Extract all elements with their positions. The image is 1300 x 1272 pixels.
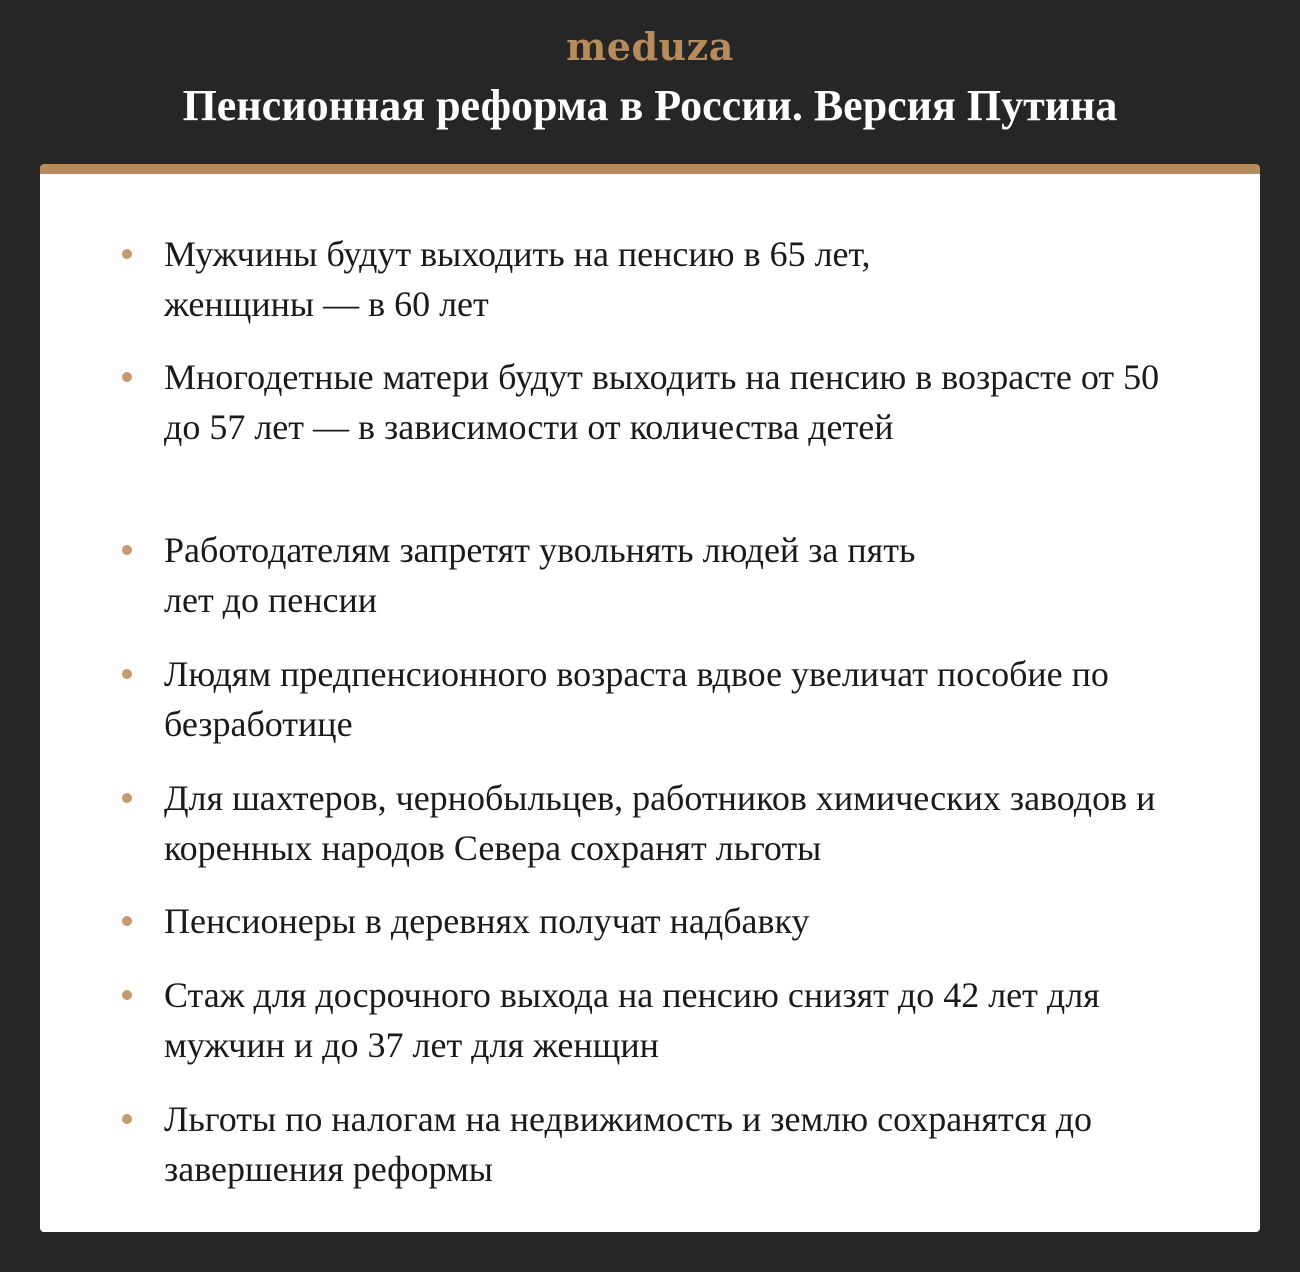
bullet-icon: [122, 916, 132, 926]
page-title: Пенсионная реформа в России. Версия Путина: [182, 81, 1118, 130]
list-item: [164, 1094, 1204, 1194]
list-item-text: Для шахтеров, чернобыльцев, работников химических заводов и коренных народов Севера сохранят льготы: [164, 778, 1156, 868]
list-item: [164, 773, 1204, 873]
list-item-text: Многодетные матери будут выходить на пенсию в возрасте от 50 до 57 лет — в зависимости от количества детей: [164, 357, 1160, 447]
list-item: [164, 229, 994, 329]
list-item: [164, 352, 1194, 452]
list-item: [164, 970, 1204, 1070]
bullet-icon: [122, 990, 132, 1000]
list-item-text: Стаж для досрочного выхода на пенсию снизят до 42 лет для мужчин и до 37 лет для женщин: [164, 975, 1100, 1065]
list-item-text: Работодателям запретят увольнять людей за пять лет до пенсии: [164, 530, 916, 620]
list-item-text: Людям предпенсионного возраста вдвое увеличат пособие по безработице: [164, 654, 1109, 744]
list-item: [164, 525, 944, 625]
bullet-icon: [122, 372, 132, 382]
bullet-icon: [122, 249, 132, 259]
bullet-icon: [122, 1114, 132, 1124]
list-item-text: Мужчины будут выходить на пенсию в 65 лет, женщины — в 60 лет: [164, 234, 871, 324]
list-item-text: Льготы по налогам на недвижимость и землю сохранятся до завершения реформы: [164, 1099, 1093, 1189]
content-card: [40, 164, 1260, 1232]
list-item: [164, 896, 1204, 946]
bullet-icon: [122, 669, 132, 679]
list-item: [164, 649, 1204, 749]
list-item-text: Пенсионеры в деревнях получат надбавку: [164, 901, 810, 941]
bullet-icon: [122, 793, 132, 803]
bullet-icon: [122, 545, 132, 555]
meduza-logo: meduza: [566, 24, 734, 69]
